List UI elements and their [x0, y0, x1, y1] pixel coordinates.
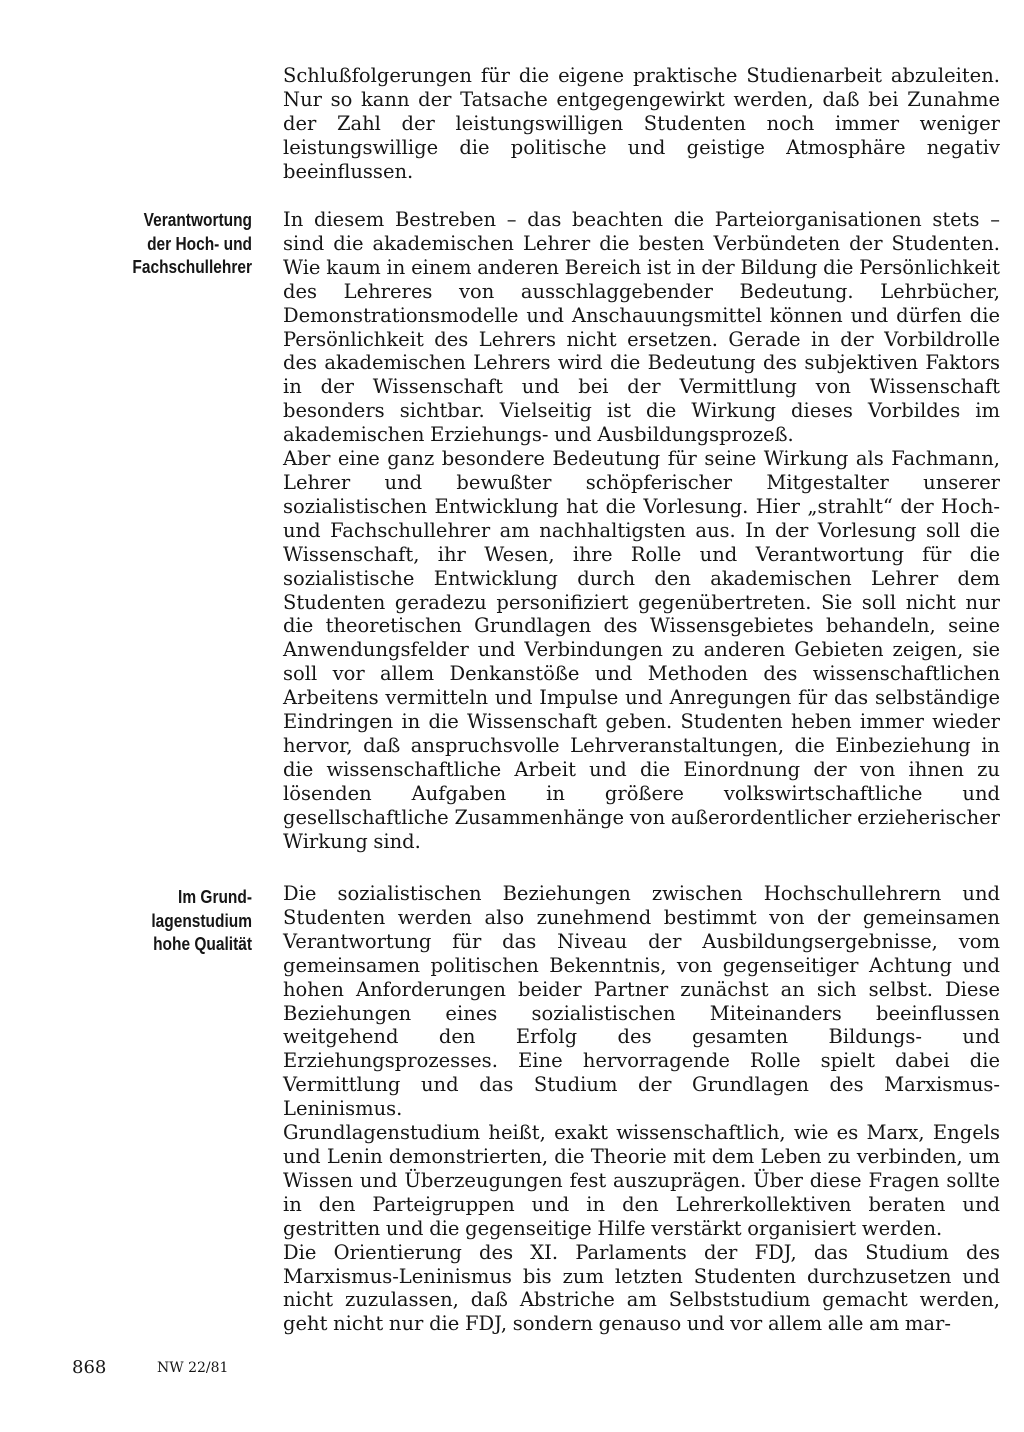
text-block-intro	[283, 64, 1000, 184]
margin-heading-line: hohe Qualität	[153, 934, 252, 954]
issue-label: NW 22/81	[157, 1360, 229, 1376]
margin-heading-line: Verantwortung	[143, 210, 252, 230]
paragraph: In diesem Bestreben – das beachten die Parteiorganisationen stets – sind die akademischen Lehrer die besten Verbündeten der Studenten. Wie kaum in einem anderen Bereich ist in der Bildung die Persönlichkeit des Lehreres von ausschlaggebender Bedeutung. Lehrbücher, Demonstrationsmodelle und Anschauungsmittel können und dürfen die Persönlichkeit des Lehrers nicht ersetzen. Gerade in der Vorbildrolle des akademischen Lehrers wird die Bedeutung des subjektiven Faktors in der Wissenschaft und bei der Vermittlung von Wissenschaft besonders sichtbar. Vielseitig ist die Wirkung dieses Vorbildes im akademischen Erziehungs- und Ausbildungsprozeß.	[283, 208, 1000, 447]
text-block-grundlagenstudium	[283, 882, 1000, 1336]
page-number: 868	[72, 1357, 107, 1378]
margin-heading-line: lagenstudium	[151, 910, 252, 931]
margin-heading-verantwortung	[106, 209, 252, 280]
paragraph: Aber eine ganz besondere Bedeutung für seine Wirkung als Fachmann, Lehrer und bewußter schöpferischer Mitgestalter unserer sozialistischen Entwicklung hat die Vorlesung. Hier „strahlt“ der Hoch- und Fachschullehrer am nachhaltigsten aus. In der Vorlesung soll die Wissenschaft, ihr Wesen, ihre Rolle und Verantwortung für die sozialistische Entwicklung durch den akademischen Lehrer dem Studenten geradezu personifiziert gegenübertreten. Sie soll nicht nur die theoretischen Grundlagen des Wissensgebietes behandeln, seine Anwendungsfelder und Verbindungen zu anderen Gebieten zeigen, sie soll vor allem Denkanstöße und Methoden des wissenschaftlichen Arbeitens vermitteln und Impulse und Anregungen für das selbständige Eindringen in die Wissenschaft geben. Studenten heben immer wieder hervor, daß anspruchsvolle Lehrveranstaltungen, die Einbeziehung in die wissenschaftliche Arbeit und die Einordnung der von ihnen zu lösenden Aufgaben in größere volkswirtschaftliche und gesellschaftliche Zusammenhänge von außerordentlicher erzieherischer Wirkung sind.	[283, 447, 1000, 853]
margin-heading-grundlagenstudium	[106, 886, 252, 957]
paragraph: Die sozialistischen Beziehungen zwischen Hochschullehrern und Studenten werden also zunehmend bestimmt von der gemeinsamen Verantwortung für das Niveau der Ausbildungsergebnisse, vom gemeinsamen politischen Bekenntnis, von gegenseitiger Achtung und hohen Anforderungen beider Partner zunächst an sich selbst. Diese Beziehungen eines sozialistischen Miteinanders beeinflussen weitgehend den Erfolg des gesamten Bildungs- und Erziehungsprozesses. Eine hervorragende Rolle spielt dabei die Vermittlung und das Studium der Grundlagen des Marxismus-Leninismus.	[283, 882, 1000, 1121]
text-block-verantwortung	[283, 208, 1000, 853]
margin-heading-line: Fachschullehrer	[132, 257, 252, 277]
paragraph: Schlußfolgerungen für die eigene praktische Studienarbeit abzuleiten. Nur so kann der Tatsache entgegengewirkt werden, daß bei Zunahme der Zahl der leistungswilligen Studenten noch immer weniger leistungswillige die politische und geistige Atmosphäre negativ beeinflussen.	[283, 64, 1000, 183]
margin-heading-line: der Hoch- und	[147, 233, 252, 254]
paragraph: Grundlagenstudium heißt, exakt wissenschaftlich, wie es Marx, Engels und Lenin demonstrierten, die Theorie mit dem Leben zu verbinden, um Wissen und Überzeugungen fest auszuprägen. Über diese Fragen sollte in den Parteigruppen und in den Lehrerkollektiven beraten und gestritten und die gegenseitige Hilfe verstärkt organisiert werden.	[283, 1121, 1000, 1240]
margin-heading-line: Im Grund-	[178, 887, 252, 907]
paragraph: Die Orientierung des XI. Parlaments der FDJ, das Studium des Marxismus-Leninismus bis zum letzten Studenten durchzusetzen und nicht zuzulassen, daß Abstriche am Selbststudium gemacht werden, geht nicht nur die FDJ, sondern genauso und vor allem alle am mar-	[283, 1240, 1000, 1336]
